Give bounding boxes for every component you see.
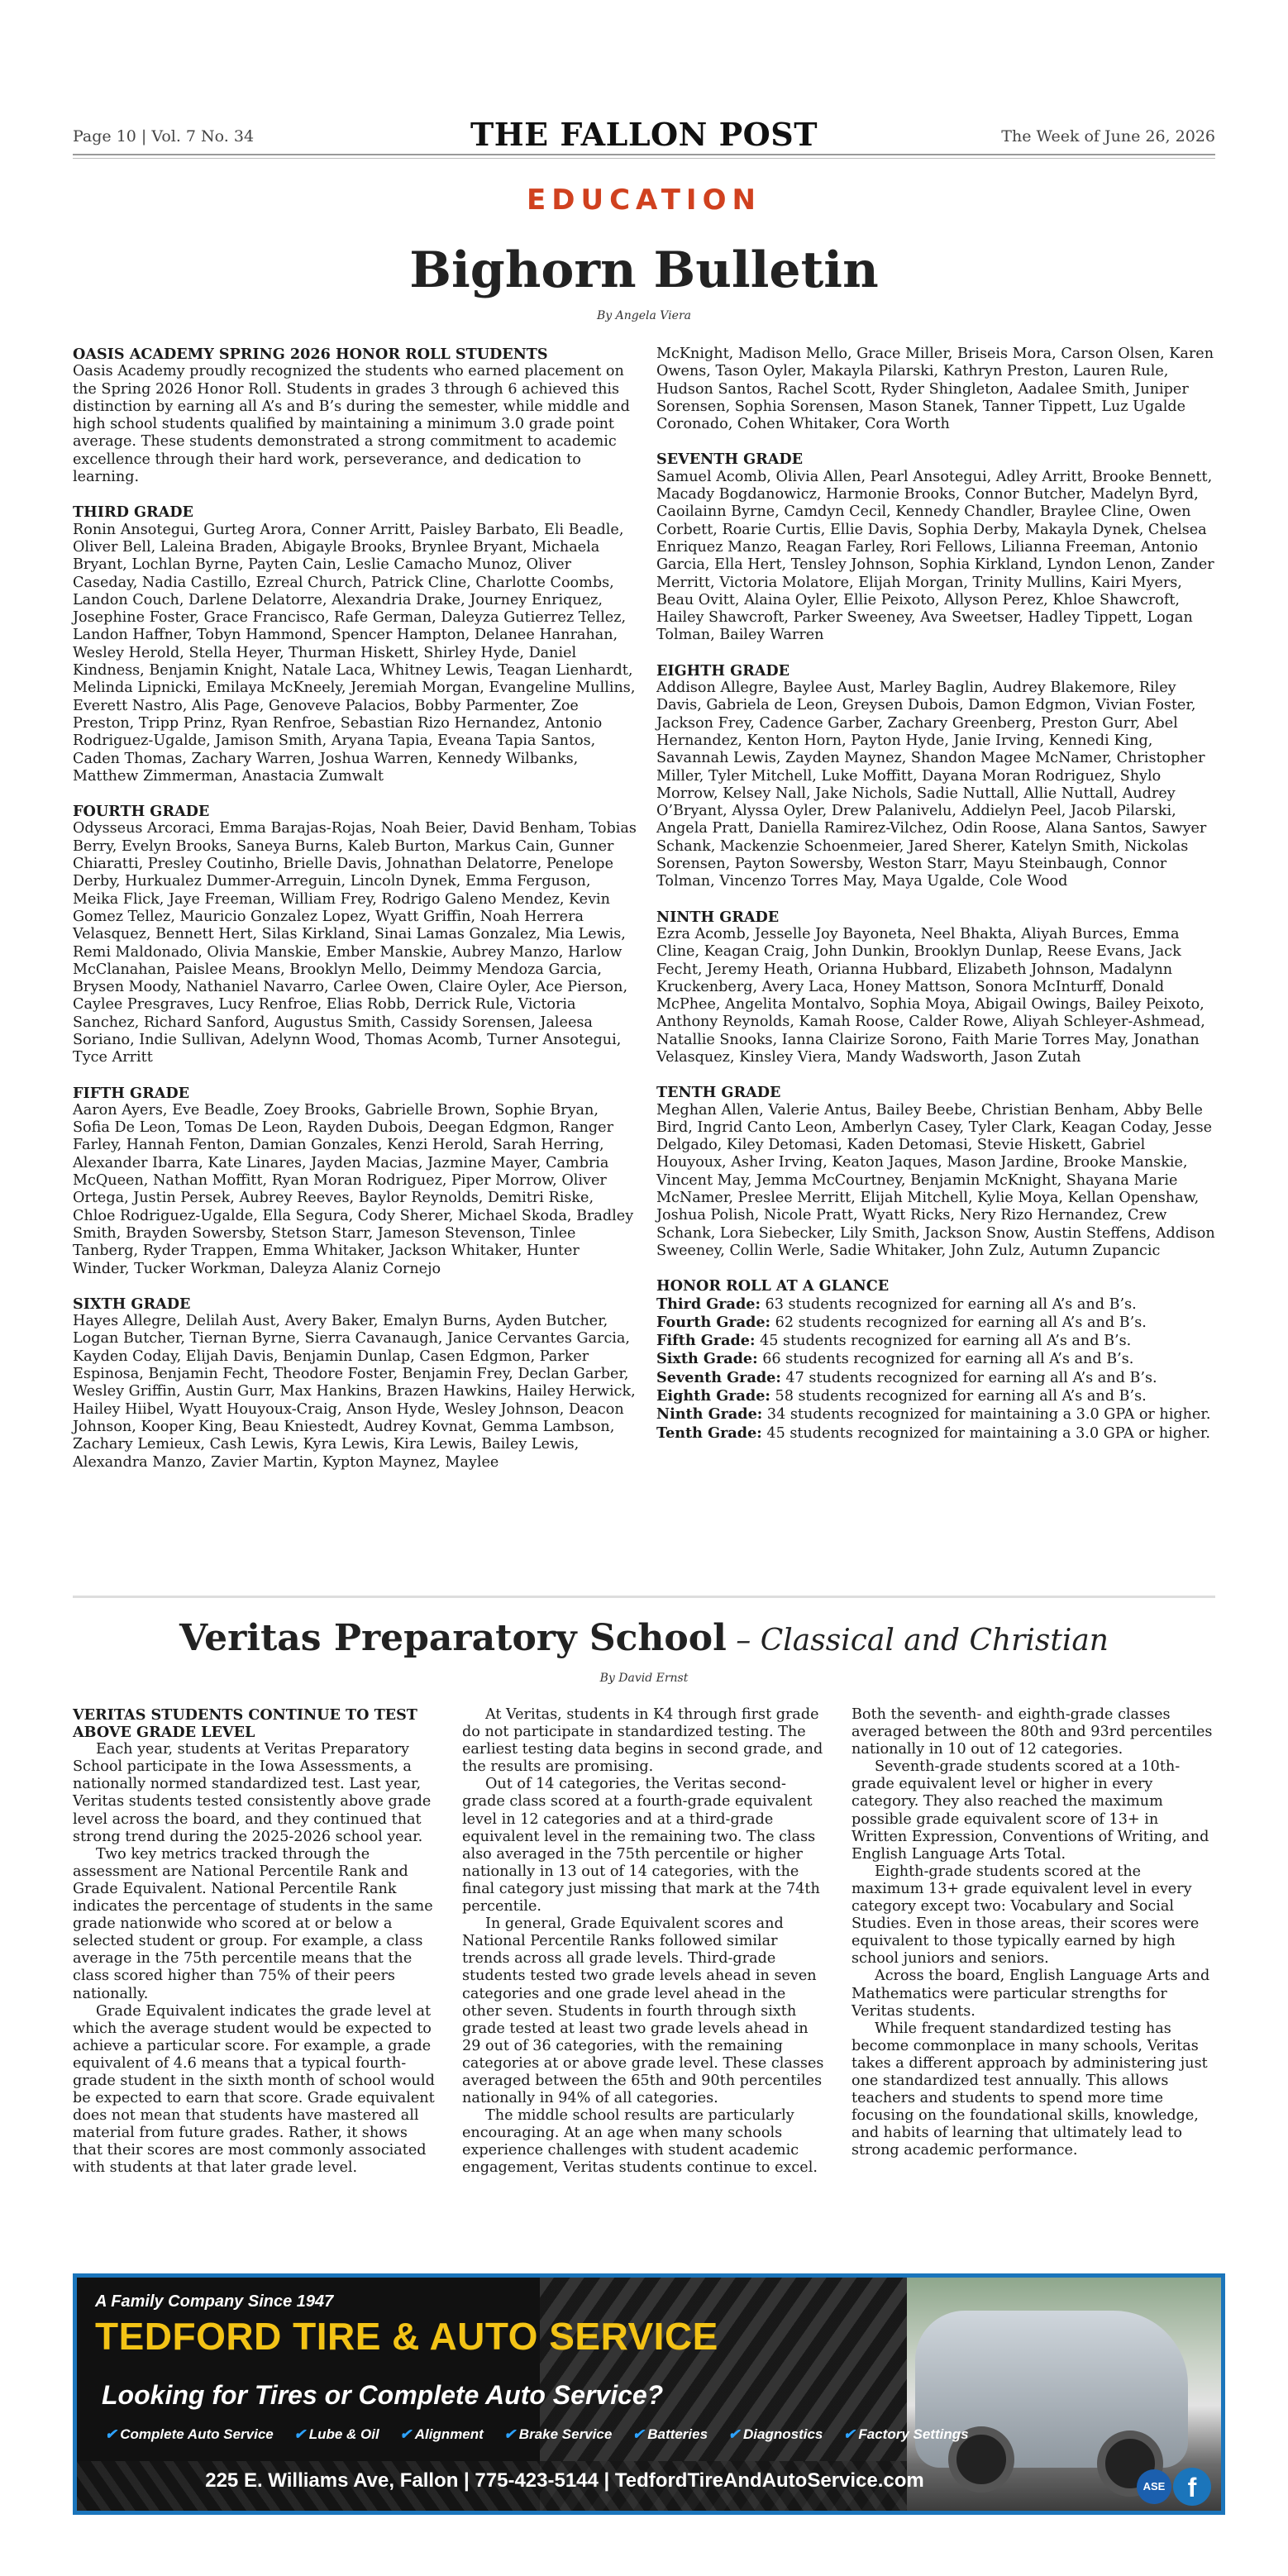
- grade-names: Addison Allegre, Baylee Aust, Marley Baglin, Audrey Blakemore, Riley Davis, Gabriela de Leon, Greysen Dubois, Damon Edgmon, Vivian Foster, Jackson Frey, Cadence Garber, Zachary Greenberg, Preston Gurr, Abel Hernandez, Kenton Horn, Payton Hyde, Janie Irving, Kennedi King, Savannah Lewis, Zayden Maynez, Shandon Magee McNamer, Christopher Miller, Tyler Mitchell, Luke Moffitt, Dayana Moran Rodriguez, Shylo Morrow, Kelsey Nall, Jake Nichols, Sadie Nuttall, Allie Nuttall, Audrey O’Bryant, Alyssa Oyler, Drew Palanivelu, Addielyn Peel, Jacob Pilarski, Angela Pratt, Daniella Ramirez-Vilchez, Odin Roose, Alana Santos, Sawyer Schank, Mackenzie Schoenmeier, Jared Sherer, Katelyn Smith, Nickolas Sorensen, Payton Sowersby, Weston Starr, Mayu Steinbaugh, Connor Tolman, Vincenzo Torres May, Maya Ugalde, Cole Wood: [656, 680, 1207, 890]
- glance-block: [656, 1277, 1219, 1443]
- grade-block-tenth: [656, 1084, 1219, 1260]
- glance-label: Fifth Grade:: [656, 1332, 756, 1350]
- page-volume: Page 10 | Vol. 7 No. 34: [73, 127, 255, 145]
- paragraph: In general, Grade Equivalent scores and National Percentile Ranks followed similar trends across all grade levels. Third-grade students tested two grade levels ahead in seven categories and one grade level ahead in the other seven. Students in fourth through sixth grade tested at least two grade levels ahead in 29 out of 36 categories, with the remaining categories at or above grade level. These classes averaged between the 65th and 90th percentiles nationally in 94% of all categories.: [462, 1915, 824, 2107]
- intro-heading: OASIS ACADEMY SPRING 2026 HONOR ROLL STUDENTS: [73, 346, 548, 363]
- article2-heading: VERITAS STUDENTS CONTINUE TO TEST ABOVE GRADE LEVEL: [73, 1706, 417, 1742]
- article-divider: [73, 1596, 1215, 1598]
- service-item: ✔ Lube & Oil: [293, 2426, 379, 2442]
- paragraph: Each year, students at Veritas Preparatory School participate in the Iowa Assessments, a nationally normed standardized test. Last year, Veritas students tested consistently above grade level across the board, and they continued that strong trend during the 2025-2026 school year.: [73, 1741, 432, 1845]
- grade-names: Meghan Allen, Valerie Antus, Bailey Beebe, Christian Benham, Abby Belle Bird, Ingrid Canto Leon, Amberlyn Casey, Tyler Clark, Keagan Coday, Jesse Delgado, Kiley Detomasi, Kaden Detomasi, Stevie Hiskett, Gabriel Houyoux, Asher Irving, Keaton Jaques, Mason Jardine, Brooke Manskie, Vincent May, Jemma McCourtney, Benjamin McKnight, Shayana Marie McNamer, Preslee Merritt, Elijah Mitchell, Kylie Moya, Kellan Openshaw, Joshua Polish, Nicole Pratt, Wyatt Ricks, Nery Rizo Hernandez, Crew Schank, Lora Siebecker, Lily Smith, Jackson Snow, Austin Steffens, Addison Sweeney, Collin Werle, Sadie Whitaker, John Zulz, Autumn Zupancic: [656, 1101, 1215, 1259]
- grade-names: Aaron Ayers, Eve Beadle, Zoey Brooks, Gabrielle Brown, Sophie Bryan, Sofia De Leon, Tomas De Leon, Rayden Dubois, Deegan Edgmon, Ranger Farley, Hannah Fenton, Damian Gonzales, Kenzi Herold, Sarah Herring, Alexander Ibarra, Kate Linares, Jayden Macias, Jazmine Mayer, Cambria McQueen, Nathan Moffitt, Ryan Moran Rodriguez, Piper Morrow, Oliver Ortega, Justin Persek, Aubrey Reeves, Baylor Reynolds, Demitri Riske, Chloe Rodriguez-Ugalde, Ella Segura, Cody Sherer, Michael Skoda, Bradley Smith, Brayden Sowersby, Stetson Starr, Jameson Stevenson, Tinlee Tanberg, Ryder Trappen, Emma Whitaker, Jackson Whitaker, Hunter Winder, Tucker Workman, Daleyza Alaniz Cornejo: [73, 1101, 634, 1277]
- glance-row: [656, 1314, 1219, 1332]
- paper-title: THE FALLON POST: [470, 116, 818, 153]
- glance-row: [656, 1332, 1219, 1350]
- grade-block-fourth: [73, 803, 639, 1066]
- grade-block-fifth: [73, 1085, 639, 1278]
- service-item: ✔ Alignment: [399, 2426, 484, 2442]
- glance-text: 47 students recognized for earning all A’s and B’s.: [780, 1369, 1157, 1386]
- paragraph: At Veritas, students in K4 through first grade do not participate in standardized testing. The earliest testing data begins in second grade, and the results are promising.: [462, 1706, 823, 1776]
- glance-row: [656, 1295, 1219, 1314]
- ad-question: Looking for Tires or Complete Auto Service?: [102, 2380, 664, 2410]
- section-label: EDUCATION: [527, 184, 761, 217]
- headline-main: Veritas Preparatory School: [179, 1617, 727, 1659]
- grade-names: Samuel Acomb, Olivia Allen, Pearl Ansotegui, Adley Arritt, Brooke Bennett, Macady Bogdanowicz, Harmonie Brooks, Connor Butcher, Madelyn Byrd, Caoilainn Byrne, Camdyn Cecil, Kennedy Chandler, Braylee Cline, Owen Corbett, Roarie Curtis, Ellie Davis, Sophia Derby, Makayla Dynek, Chelsea Enriquez Manzo, Reagan Farley, Rori Fellows, Lilianna Freeman, Antonio Garcia, Ella Hert, Tensley Johnson, Sophia Kirkland, Lyndon Lenon, Zander Merritt, Victoria Molatore, Elijah Morgan, Trinity Mullins, Kairi Myers, Beau Ovitt, Alaina Oyler, Ellie Peixoto, Allyson Perez, Khloe Shawcroft, Hailey Shawcroft, Parker Sweeney, Ava Sweetser, Hadley Tippett, Logan Tolman, Bailey Warren: [656, 468, 1214, 644]
- paragraph: The middle school results are particularly encouraging. At an age when many schools experience challenges with student academic engagement, Veritas students continue to excel.: [462, 2107, 818, 2177]
- paragraph: Across the board, English Language Arts and Mathematics were particular strengths for Veritas students.: [852, 1968, 1210, 2020]
- glance-label: Fourth Grade:: [656, 1313, 771, 1331]
- grade-names: Hayes Allegre, Delilah Aust, Avery Baker, Emalyn Burns, Ayden Butcher, Logan Butcher, Tiernan Byrne, Sierra Cavanaugh, Janice Cervantes Garcia, Kayden Coday, Elijah Davis, Benjamin Dunlap, Casen Edgmon, Parker Espinosa, Benjamin Fecht, Theodore Foster, Benjamin Frey, Declan Garber, Wesley Griffin, Austin Gurr, Max Hankins, Brazen Hawkins, Hailey Herwick, Hailey Hiibel, Wyatt Houyoux-Craig, Anson Hyde, Wesley Johnson, Deacon Johnson, Kooper King, Beau Kniestedt, Audrey Kovnat, Gemma Lambson, Zachary Lemieux, Cash Lewis, Kyra Lewis, Kira Lewis, Bailey Lewis, Alexandra Manzo, Zavier Martin, Kypton Maynez, Maylee: [73, 1313, 636, 1471]
- glance-label: Seventh Grade:: [656, 1368, 781, 1386]
- ad-tagline: A Family Company Since 1947: [95, 2292, 334, 2311]
- grade-names: McKnight, Madison Mello, Grace Miller, Briseis Mora, Carson Olsen, Karen Owens, Tason Oyler, Makayla Pilarski, Kathryn Preston, Lauren Rule, Hudson Santos, Rachel Scott, Ryder Shingleton, Aadalee Smith, Juniper Sorensen, Sophia Sorensen, Mason Stanek, Tanner Tippett, Luz Ugalde Coronado, Cohen Whitaker, Cora Worth: [656, 346, 1214, 433]
- article2-column-2: [462, 1706, 824, 2178]
- glance-row: [656, 1387, 1219, 1405]
- ad-brand: TEDFORD TIRE & AUTO SERVICE: [95, 2315, 718, 2358]
- check-icon: ✔: [293, 2426, 306, 2442]
- headline-dash: –: [726, 1624, 761, 1658]
- glance-row: [656, 1405, 1219, 1424]
- tire-shop-advertisement[interactable]: [73, 2273, 1225, 2515]
- grade-heading: THIRD GRADE: [73, 503, 193, 522]
- check-icon: ✔: [727, 2426, 741, 2442]
- glance-text: 62 students recognized for earning all A’s and B’s.: [770, 1314, 1147, 1331]
- issue-date: The Week of June 26, 2026: [1001, 127, 1215, 145]
- grade-block-seventh: [656, 451, 1219, 644]
- check-icon: ✔: [632, 2426, 645, 2442]
- headline-sub: Classical and Christian: [760, 1624, 1109, 1658]
- article2-column-1: [73, 1706, 435, 2178]
- glance-row: [656, 1350, 1219, 1368]
- service-item: ✔ Diagnostics: [727, 2426, 823, 2442]
- grade-block-third: [73, 503, 639, 785]
- grade-heading: FOURTH GRADE: [73, 803, 210, 821]
- check-icon: ✔: [503, 2426, 516, 2442]
- grade-heading: TENTH GRADE: [656, 1084, 781, 1102]
- grade-heading: EIGHTH GRADE: [656, 661, 790, 680]
- paragraph: Both the seventh- and eighth-grade classes averaged between the 80th and 93rd percentiles nationally in 10 out of 12 categories.: [852, 1706, 1213, 1758]
- sixth-grade-continued: [656, 346, 1219, 433]
- service-item: ✔ Complete Auto Service: [105, 2426, 274, 2442]
- ad-services: [105, 2426, 985, 2443]
- glance-text: 34 students recognized for maintaining a 3.0 GPA or higher.: [762, 1406, 1211, 1424]
- paragraph: Seventh-grade students scored at a 10th-grade equivalent level or higher in every category. They also reached the maximum possible grade equivalent score of 13+ in Written Expression, Conventions of Writing, and English Language Arts Total.: [852, 1758, 1209, 1863]
- grade-heading: SEVENTH GRADE: [656, 451, 804, 469]
- facebook-icon[interactable]: f: [1173, 2468, 1211, 2506]
- paragraph: Two key metrics tracked through the assessment are National Percentile Rank and Grade Equivalent. National Percentile Rank indicates the percentage of students in the same grade nationwide who scored at or below a selected student or group. For example, a class average in the 75th percentile means that the class scored higher than 75% of their peers nationally.: [73, 1845, 433, 2002]
- glance-row: [656, 1424, 1219, 1443]
- article-column-right: [656, 346, 1219, 1443]
- article-column-left: [73, 346, 639, 1472]
- grade-block-sixth: [73, 1295, 639, 1472]
- masthead: [73, 116, 1215, 152]
- article2-column-3: [852, 1706, 1214, 2159]
- grade-heading: FIFTH GRADE: [73, 1084, 190, 1102]
- paragraph: While frequent standardized testing has become commonplace in many schools, Veritas takes a different approach by administering just one standardized test annually. This allows teachers and students to spend more time focusing on the foundational skills, knowledge, and habits of learning that ultimately lead to strong academic performance.: [852, 2020, 1208, 2159]
- check-icon: ✔: [399, 2426, 412, 2442]
- glance-text: 58 students recognized for earning all A’s and B’s.: [770, 1388, 1147, 1405]
- grade-names: Odysseus Arcoraci, Emma Barajas-Rojas, Noah Beier, David Benham, Tobias Berry, Evelyn Brooks, Saneya Burns, Kaleb Burton, Markus Cain, Gunner Chiaratti, Presley Coutinho, Brielle Davis, Johnathan Delatorre, Penelope Derby, Hurkualez Dummer-Arreguin, Lincoln Dynek, Emma Ferguson, Meika Flick, Jaye Freeman, William Frey, Rodrigo Galeno Mendez, Kevin Gomez Tellez, Mauricio Gonzalez Lopez, Wyatt Griffin, Noah Herrera Velasquez, Bennett Hert, Silas Kirkland, Sinai Lamas Gonzalez, Mia Lewis, Remi Maldonado, Olivia Manskie, Ember Manskie, Aubrey Manzo, Harlow McClanahan, Paislee Means, Brooklyn Mello, Deimmy Mendoza Garcia, Brysen Moody, Nathaniel Navarro, Carlee Owen, Claire Oyler, Ace Pierson, Caylee Presgraves, Lucy Renfroe, Elias Robb, Derrick Rule, Victoria Sanchez, Richard Sanford, Augustus Smith, Cassidy Sorensen, Jaleesa Soriano, Indie Sullivan, Adelynn Wood, Thomas Acomb, Turner Ansotegui, Tyce Arritt: [73, 820, 637, 1066]
- ase-logo-icon: ASE: [1137, 2469, 1171, 2504]
- grade-heading: NINTH GRADE: [656, 908, 780, 926]
- glance-text: 45 students recognized for maintaining a 3.0 GPA or higher.: [761, 1424, 1210, 1442]
- glance-label: Ninth Grade:: [656, 1405, 763, 1424]
- intro-paragraph: Oasis Academy proudly recognized the students who earned placement on the Spring 2026 Honor Roll. Students in grades 3 through 6 achieved this distinction by earning all A’s and B’s during the semester, while middle and high school students qualified by maintaining a minimum 3.0 grade point average. These students demonstrated a strong commitment to academic excellence through their hard work, perseverance, and dedication to learning.: [73, 363, 630, 486]
- grade-block-eighth: [656, 662, 1219, 891]
- glance-heading: HONOR ROLL AT A GLANCE: [656, 1277, 890, 1295]
- paragraph: Grade Equivalent indicates the grade level at which the average student would be expected to achieve a particular score. For example, a grade equivalent of 4.6 means that a typical fourth-grade student in the sixth month of school would be expected to earn that score. Grade equivalent does not mean that students have mastered all material from future grades. Rather, it shows that their scores are most commonly associated with students at that later grade level.: [73, 2002, 435, 2177]
- glance-row: [656, 1369, 1219, 1387]
- grade-names: Ronin Ansotegui, Gurteg Arora, Conner Arritt, Paisley Barbato, Eli Beadle, Oliver Bell, Laleina Braden, Abigayle Brooks, Brynlee Bryant, Michaela Bryant, Lochlan Byrne, Payten Cain, Leslie Camacho Munoz, Oliver Caseday, Nadia Castillo, Ezreal Church, Patrick Cline, Charlotte Coombs, Landon Couch, Darlene Delatorre, Alexandria Drake, Journey Enriquez, Josephine Foster, Grace Francisco, Rafe German, Daleyza Gutierrez Tellez, Landon Haffner, Tobyn Hammond, Spencer Hampton, Delanee Hanrahan, Wesley Herold, Stella Heyer, Thurman Hiskett, Shirley Hyde, Daniel Kindness, Benjamin Knight, Natale Laca, Whitney Lewis, Teagan Lienhardt, Melinda Lipnicki, Emilaya McKneely, Jeremiah Morgan, Evangeline Mullins, Everett Nastro, Alis Page, Genoveve Palacios, Bobby Parmenter, Zoe Preston, Tripp Prinz, Ryan Renfroe, Sebastian Rizo Hernandez, Antonio Rodriguez-Ugalde, Jamison Smith, Aryana Tapia, Eveana Tapia Santos, Caden Thomas, Zachary Warren, Joshua Warren, Kennedy Wilbanks, Matthew Zimmerman, Anastacia Zumwalt: [73, 521, 636, 785]
- glance-text: 45 students recognized for earning all A’s and B’s.: [755, 1333, 1132, 1350]
- article-headline: Bighorn Bulletin: [409, 241, 879, 299]
- paragraph: Out of 14 categories, the Veritas second-grade class scored at a fourth-grade equivalent level in 12 categories and at a third-grade equivalent level in the remaining two. The class also averaged in the 75th percentile or higher nationally in 13 out of 14 categories, with the final category just missing that mark at the 74th percentile.: [462, 1776, 820, 1915]
- service-item: ✔ Batteries: [632, 2426, 708, 2442]
- masthead-rule-thin: [73, 158, 1215, 159]
- intro-block: [73, 346, 639, 486]
- glance-text: 66 students recognized for earning all A’s and B’s.: [757, 1351, 1134, 1368]
- glance-label: Tenth Grade:: [656, 1424, 762, 1442]
- service-item: ✔ Brake Service: [503, 2426, 613, 2442]
- paragraph: Eighth-grade students scored at the maximum 13+ grade equivalent level in every category except two: Vocabulary and Social Studies. Even in those areas, their scores were equivalent to those typically earned by high school juniors and seniors.: [852, 1863, 1200, 1968]
- check-icon: ✔: [105, 2426, 117, 2442]
- glance-label: Eighth Grade:: [656, 1387, 770, 1405]
- masthead-rule: [73, 154, 1215, 155]
- grade-block-ninth: [656, 909, 1219, 1067]
- ad-address[interactable]: 225 E. Williams Ave, Fallon | 775-423-5144 | TedfordTireAndAutoService.com: [205, 2469, 924, 2492]
- article2-byline: By David Ernst: [599, 1672, 689, 1685]
- article2-headline: [0, 1617, 1288, 1659]
- glance-label: Sixth Grade:: [656, 1350, 758, 1368]
- check-icon: ✔: [843, 2426, 856, 2442]
- glance-label: Third Grade:: [656, 1295, 761, 1313]
- grade-names: Ezra Acomb, Jesselle Joy Bayoneta, Neel Bhakta, Aliyah Burces, Emma Cline, Keagan Craig, John Dunkin, Brooklyn Dunlap, Reese Evans, Jack Fecht, Jeremy Heath, Orianna Hubbard, Elizabeth Johnson, Madalynn Kruckenberg, Avery Laca, Honey Mattson, Sonora McInturff, Donald McPhee, Angelita Montalvo, Sophia Moya, Abigail Owings, Bailey Peixoto, Anthony Reynolds, Kamah Roose, Calder Rowe, Aliyah Schleyer-Ashmead, Natallie Snooks, Ianna Clairize Sorono, Faith Marie Torres May, Jonathan Velasquez, Kinsley Viera, Mandy Wadsworth, Jason Zutah: [656, 925, 1205, 1066]
- glance-text: 63 students recognized for earning all A’s and B’s.: [760, 1295, 1137, 1313]
- grade-heading: SIXTH GRADE: [73, 1295, 191, 1313]
- service-item: ✔ Factory Settings: [843, 2426, 969, 2442]
- article-byline: By Angela Viera: [597, 309, 691, 322]
